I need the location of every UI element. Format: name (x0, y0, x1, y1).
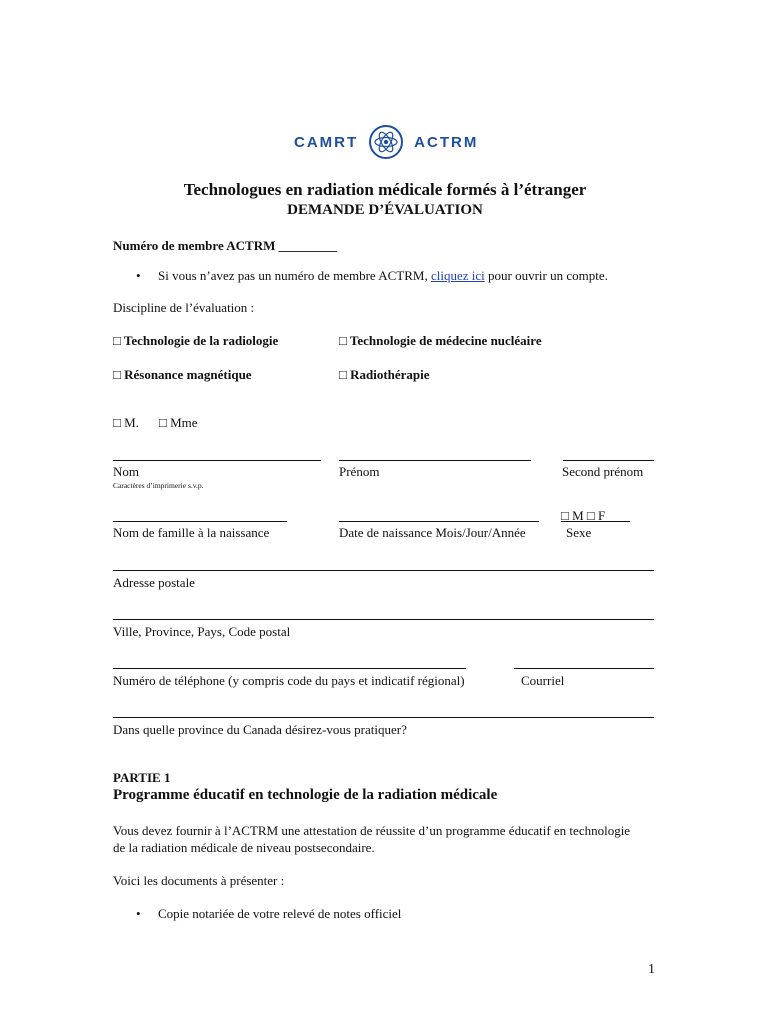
page-title: Technologues en radiation médicale formés à l’étranger (183, 180, 587, 199)
nom-naissance-label: Nom de famille à la naissance (113, 525, 270, 540)
sexe-options[interactable]: □ M □ F (561, 508, 606, 523)
second-prenom-line[interactable] (563, 460, 654, 461)
checkbox-medecine-nucleaire[interactable]: □ Technologie de médecine nucléaire (339, 333, 542, 348)
second-prenom-label: Second prénom (562, 464, 644, 479)
date-naissance-label: Date de naissance Mois/Jour/Année (339, 525, 526, 540)
member-bullet (158, 268, 608, 284)
sexe-label: Sexe (566, 525, 592, 540)
checkbox-monsieur[interactable]: □ M. (113, 415, 139, 430)
partie-paragraph-line1: Vous devez fournir à l’ACTRM une attestation de réussite d’un programme éducatif en technologie (113, 823, 631, 838)
adresse-line[interactable] (113, 570, 654, 571)
logo-text-camrt: CAMRT (294, 133, 359, 151)
courriel-label: Courriel (521, 673, 565, 688)
partie-label: PARTIE 1 (113, 770, 171, 785)
caracteres-note: Caractères d’imprimerie s.v.p. (113, 481, 204, 490)
ville-line[interactable] (113, 619, 654, 620)
discipline-label: Discipline de l’évaluation : (113, 300, 255, 315)
nom-label: Nom (113, 464, 139, 479)
member-number-field[interactable]: Numéro de membre ACTRM _________ (113, 238, 338, 253)
page-subtitle: DEMANDE D’ÉVALUATION (287, 202, 483, 218)
logo-text-actrm: ACTRM (414, 133, 479, 151)
checkbox-radiologie[interactable]: □ Technologie de la radiologie (113, 333, 279, 348)
date-naissance-line[interactable] (339, 521, 539, 522)
sexe-line (561, 521, 630, 522)
doc-bullet: • Copie notariée de votre relevé de notes officiel (158, 906, 401, 922)
camrt-actrm-logo (294, 124, 478, 160)
province-label: Dans quelle province du Canada désirez-vous pratiquer? (113, 722, 407, 737)
member-bullet-text-after: pour ouvrir un compte. (484, 268, 608, 283)
courriel-line[interactable] (514, 668, 654, 669)
page-number: 1 (648, 962, 655, 977)
adresse-label: Adresse postale (113, 575, 195, 590)
atom-emblem-icon (368, 124, 404, 160)
partie-paragraph-line2: de la radiation médicale de niveau postsecondaire. (113, 840, 375, 855)
docs-label: Voici les documents à présenter : (113, 873, 285, 888)
checkbox-radiotherapie[interactable]: □ Radiothérapie (339, 367, 430, 382)
ville-label: Ville, Province, Pays, Code postal (113, 624, 291, 639)
partie-heading: Programme éducatif en technologie de la radiation médicale (113, 787, 498, 803)
telephone-label: Numéro de téléphone (y compris code du pays et indicatif régional) (113, 673, 465, 688)
checkbox-madame[interactable]: □ Mme (159, 415, 198, 430)
checkbox-resonance-magnetique[interactable]: □ Résonance magnétique (113, 367, 252, 382)
member-bullet-text: Si vous n’avez pas un numéro de membre ACTRM, (158, 268, 431, 283)
province-line[interactable] (113, 717, 654, 718)
nom-naissance-line[interactable] (113, 521, 287, 522)
create-account-link[interactable]: cliquez ici (430, 268, 485, 283)
prenom-label: Prénom (339, 464, 380, 479)
nom-line[interactable] (113, 460, 321, 461)
telephone-line[interactable] (113, 668, 466, 669)
prenom-line[interactable] (339, 460, 531, 461)
